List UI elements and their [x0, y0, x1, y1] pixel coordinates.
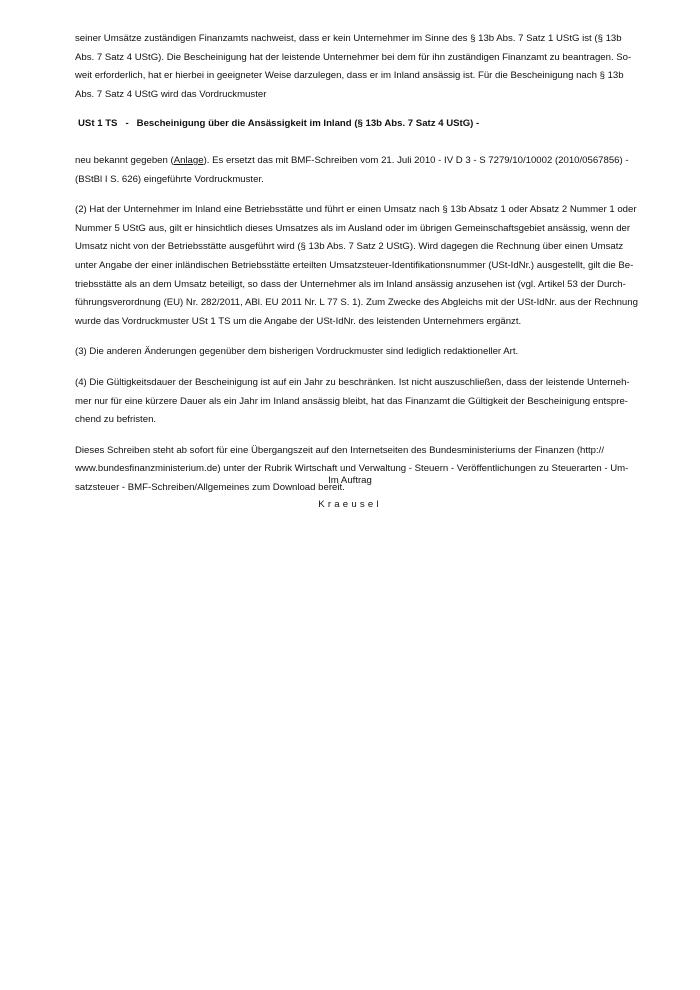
para2-line: Nummer 5 UStG aus, gilt er hinsichtlich dieses Umsatzes als im Ausland oder im übrigen Gemeinschaftsgebiet ansässig, wenn der — [75, 222, 631, 234]
anlage-link[interactable]: Anlage — [173, 155, 204, 166]
para5-line: www.bundesfinanzministerium.de) unter der Rubrik Wirtschaft und Verwaltung - Steuern - Veröffentlichungen zu Steuerarten - Um- — [75, 463, 629, 475]
signature-name: Kraeusel — [318, 499, 382, 510]
para2-line: unter Angabe der einer inländischen Betriebsstätte erteilten Umsatzsteuer-Identifikationsnummer (USt-IdNr.) ausgestellt, gilt die Be- — [75, 259, 634, 271]
para2-line: (2) Hat der Unternehmer im Inland eine Betriebsstätte und führt er einen Umsatz nach § 13b Absatz 1 oder Absatz 2 Nummer 1 oder — [75, 204, 637, 216]
para5-line: Dieses Schreiben steht ab sofort für eine Übergangszeit auf den Internetseiten des Bundesministeriums der Finanzen (http:// — [75, 444, 605, 456]
para2-line: wurde das Vordruckmuster USt 1 TS um die Angabe der USt-IdNr. des leistenden Unternehmers ergänzt. — [75, 315, 522, 327]
after-heading-text-after: ). Es ersetzt das mit BMF-Schreiben vom 21. Juli 2010 - IV D 3 - S 7279/10/10002 (2010/0567856) - — [203, 155, 629, 166]
form-heading: USt 1 TS - Bescheinigung über die Ansässigkeit im Inland (§ 13b Abs. 7 Satz 4 UStG) - — [78, 118, 480, 129]
intro-line: Abs. 7 Satz 4 UStG). Die Bescheinigung hat der leistende Unternehmer bei dem für ihn zuständigen Finanzamt zu beantragen. So- — [75, 51, 632, 63]
para4-line: chend zu befristen. — [75, 414, 157, 426]
paragraph-3 — [75, 343, 627, 362]
after-heading-line-1 — [75, 152, 627, 171]
para2-line: triebsstätte als an dem Umsatz beteiligt, so dass der Unternehmer als im Inland ansässig anzusehen ist (vgl. Artikel 53 der Durch- — [75, 278, 626, 290]
page-body — [75, 30, 632, 116]
para2-line: führungsverordnung (EU) Nr. 282/2011, ABl. EU 2011 Nr. L 77 S. 1). Zum Zwecke des Abgleichs mit der USt-IdNr. aus der Rechnung — [75, 297, 638, 309]
paragraph-4 — [75, 374, 630, 430]
intro-line: seiner Umsätze zuständigen Finanzamts nachweist, dass er kein Unternehmer im Sinne des § 13b Abs. 7 Satz 1 UStG ist (§ 13b — [75, 33, 622, 44]
intro-line: Abs. 7 Satz 4 UStG wird das Vordruckmuster — [75, 88, 267, 100]
after-heading-paragraph — [75, 152, 627, 189]
intro-line: weit erforderlich, hat er hierbei in geeigneter Weise darzulegen, dass er im Inland ansässig ist. Für die Bescheinigung nach § 13b — [75, 70, 624, 82]
paragraph-2 — [75, 201, 638, 331]
para3-line: (3) Die anderen Änderungen gegenüber dem bisherigen Vordruckmuster sind lediglich redaktioneller Art. — [75, 346, 519, 358]
para4-line: (4) Die Gültigkeitsdauer der Bescheinigung ist auf ein Jahr zu beschränken. Ist nicht auszuschließen, dass der leistende Unterneh- — [75, 376, 630, 388]
para2-line: Umsatz nicht von der Betriebsstätte ausgeführt wird (§ 13b Abs. 7 Satz 2 UStG). Wird dagegen die Rechnung über einen Umsatz — [75, 241, 624, 253]
after-heading-line-2: (BStBl I S. 626) eingeführte Vordruckmuster. — [75, 173, 264, 185]
intro-paragraph — [75, 30, 632, 104]
signature-im-auftrag: Im Auftrag — [328, 475, 372, 486]
para5-line: satzsteuer - BMF-Schreiben/Allgemeines zum Download bereit. — [75, 481, 345, 493]
after-heading-text-before: neu bekannt gegeben ( — [75, 155, 174, 166]
paragraph-5 — [75, 442, 627, 498]
page-body-main — [75, 152, 638, 510]
para4-line: mer nur für eine kürzere Dauer als ein Jahr im Inland ansässig bleibt, hat das Finanzamt die Gültigkeit der Bescheinigung entspre- — [75, 395, 628, 407]
